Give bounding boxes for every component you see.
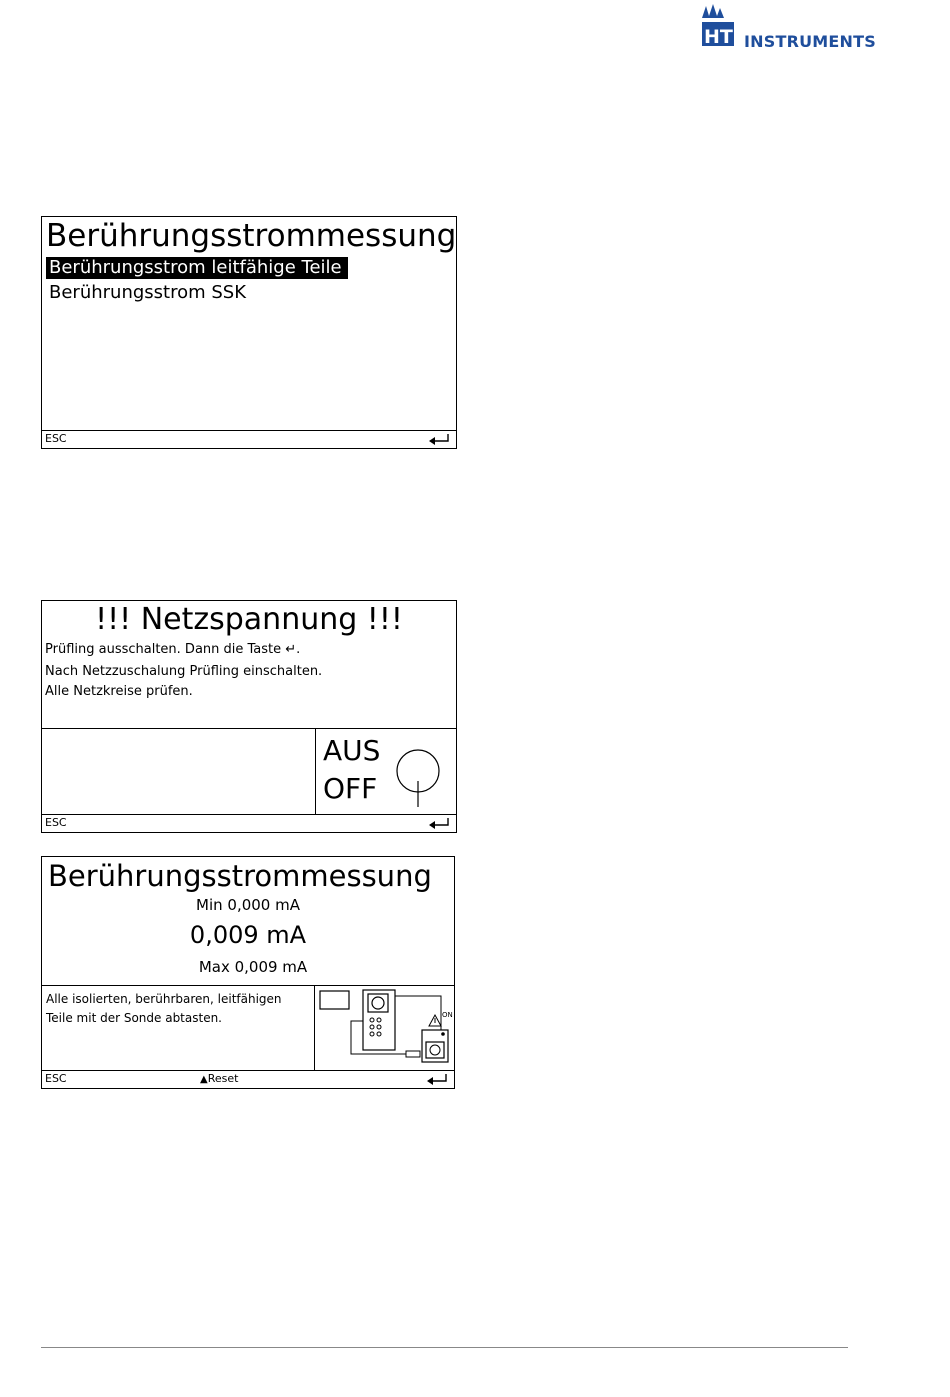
divider xyxy=(42,728,456,729)
esc-softkey[interactable]: ESC xyxy=(45,432,67,445)
status-bar xyxy=(42,814,456,832)
footer-divider xyxy=(41,1347,848,1348)
divider xyxy=(314,985,315,1071)
screen-title: Berührungsstrommessung xyxy=(48,859,432,893)
arrow-up-icon: ▲ xyxy=(200,1074,208,1085)
diagram-on-label: ON xyxy=(442,1011,453,1019)
probe-connection-diagram-icon xyxy=(317,988,455,1070)
menu-item-conductive-parts[interactable]: Berührungsstrom leitfähige Teile xyxy=(46,257,348,279)
switch-label-aus: AUS xyxy=(323,734,381,767)
enter-icon[interactable] xyxy=(428,817,450,829)
screen-title: Berührungsstrommessung xyxy=(46,218,457,254)
current-reading: 0,009 mA xyxy=(189,921,307,949)
svg-text:HT: HT xyxy=(704,26,733,48)
esc-softkey[interactable]: ESC xyxy=(45,1072,67,1085)
status-bar xyxy=(42,1070,454,1088)
reset-softkey[interactable] xyxy=(200,1071,238,1088)
warning-title: !!! Netzspannung !!! xyxy=(95,602,403,637)
ht-logo-mark-icon xyxy=(700,4,740,50)
status-bar xyxy=(42,430,456,448)
instruction-line-2: Nach Netzzuschalung Prüfling einschalten. xyxy=(45,664,323,679)
logo-text: INSTRUMENTS xyxy=(744,32,876,51)
instruction-text: Alle isolierten, berührbaren, leitfähigen Teile mit der Sonde abtasten. xyxy=(46,992,282,1025)
power-switch-off-icon xyxy=(394,749,444,809)
ht-instruments-logo xyxy=(700,4,880,50)
reset-label: Reset xyxy=(207,1072,239,1085)
esc-softkey[interactable]: ESC xyxy=(45,816,67,829)
touch-current-measurement-screen xyxy=(41,856,455,1089)
mains-voltage-warning-screen xyxy=(41,600,457,833)
divider xyxy=(315,728,316,815)
enter-icon[interactable] xyxy=(426,1073,448,1085)
touch-current-menu-screen xyxy=(41,216,457,449)
switch-label-off: OFF xyxy=(323,772,378,805)
menu-item-ssk[interactable]: Berührungsstrom SSK xyxy=(49,282,247,303)
divider xyxy=(42,985,454,986)
instruction-line-1: Prüfling ausschalten. Dann die Taste ↵. xyxy=(45,642,301,657)
enter-icon[interactable] xyxy=(428,433,450,445)
min-reading: Min 0,000 mA xyxy=(196,896,300,914)
max-reading: Max 0,009 mA xyxy=(198,958,308,976)
instruction-line-3: Alle Netzkreise prüfen. xyxy=(45,684,193,699)
